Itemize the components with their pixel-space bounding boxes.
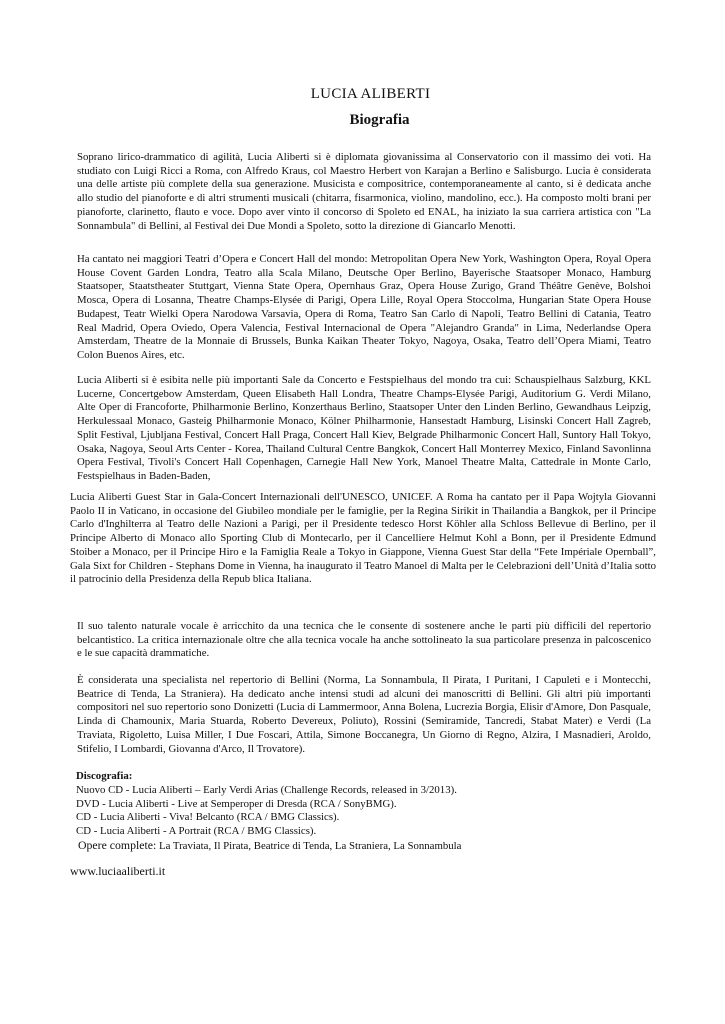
complete-operas-label: Opere complete:: [78, 837, 157, 852]
bio-paragraph-concert-halls: Lucia Aliberti si è esibita nelle più importanti Sale da Concerto e Festspielhaus del mondo tra cui: Schauspielhaus Salzburg, KKL Lucerne, Concertgebow Amsterdam, Queen Elisabeth Hall Londra, Theatre Champs-Elysée Parigi, Auditorium G. Verdi Milano, Alte Oper di Francoforte, Philharmonie Berlino, Konzerthaus Berlino, Staatsoper Unter den Linden Berlino, Gewandhaus Leipzig, Herkulessaal Monaco, Gasteig Philharmonie Monaco, Kölner Philharmonie, Hansestadt Hamburg, Lisinski Concert Hall Zagreb, Split Festival, Ljubljana Festival, Concert Hall Praga, Concert Hall Kiev, Belgrade Philharmonic Concert Hall, Suntory Hall Tokyo, Osaka, Nagoya, Seoul Arts Center - Korea, Thailand Cultural Centre Bangkok, Concert Hall Monterrey Mexico, Finland Savonlinna Opera Festival, Tivoli's Concert Hall Copenhagen, Carnegie Hall New York, Manoel Theatre Malta, Cattedrale in Monte Carlo, Festspielhaus in Baden-Baden,: [77, 374, 651, 482]
complete-operas-line: [78, 839, 656, 854]
bio-paragraph-theatres: Ha cantato nei maggiori Teatri d’Opera e Concert Hall del mondo: Metropolitan Opera New York, Washington Opera, Royal Opera House Covent Garden Londra, Teatro alla Scala Milano, Deutsche Oper Berlino, Bayerische Staatsoper Monaco, Hamburg Staatsoper, Staatstheater Stuttgart, Vienna State Opera, Opernhaus Graz, Opera House Zurigo, Grand Théâtre Genève, Bolshoi Mosca, Opera di Losanna, Theatre Champs-Elysée di Parigi, Opera Lille, Royal Opera Stoccolma, Hungarian State Opera House Budapest, Teatr Wielki Opera Narodowa Varsavia, Opera di Roma, Teatro San Carlo di Napoli, Teatro Bellini di Catania, Teatro Real Madrid, Opera Oviedo, Opera Valencia, Festival Internacional de Opera "Alejandro Granda" in Lima, Nederlandse Opera Amsterdam, Theatre de la Monnaie di Brussels, Bunka Kaikan Theater Tokyo, Nagoya, Osaka, Teatro dell’Opera Miami, Teatro Colon Buenos Aires, etc.: [77, 253, 651, 361]
discography-item: Nuovo CD - Lucia Aliberti – Early Verdi Arias (Challenge Records, released in 3/2013).: [76, 783, 457, 796]
discography-section: [76, 770, 656, 854]
discography-item: DVD - Lucia Aliberti - Live at Semperoper di Dresda (RCA / SonyBMG).: [76, 797, 397, 810]
section-heading: [0, 112, 725, 129]
bio-paragraph-guest-star: Lucia Aliberti Guest Star in Gala-Concert Internazionali dell'UNESCO, UNICEF. A Roma ha cantato per il Papa Wojtyla Giovanni Paolo II in Vaticano, in occasione del Giubileo mondiale per le famiglie, per la Regina Sirikit in Thailandia a Bangkok, per il Principe Carlo d'Inghilterra al Teatro delle Nazioni a Parigi, per il Presidente tedesco Horst Köhler alla Schloss Bellevue di Berlino, per il Principe Alberto di Monaco allo Sporting Club di Montecarlo, per il Cancelliere Helmut Kohl a Bonn, per il Presidente Edmund Stoiber a Monaco, per il Principe Hiro e la Famiglia Reale a Tokyo in Giappone, Vienna Guest Star della “Fete Impériale Opernball”, Gala Sixt for Children - Stephans Dome in Vienna, ha inaugurato il Teatro Manoel di Malta per le Celebrazioni dell’Unità d’Italia sotto il patrocinio della Presidenza della Repub blica Italiana.: [70, 491, 656, 586]
bio-paragraph-repertoire: È considerata una specialista nel repertorio di Bellini (Norma, La Sonnambula, Il Pirata, I Puritani, I Capuleti e i Montecchi, Beatrice di Tenda, La Straniera). Ha dedicato anche intensi studi ad alcuni dei manoscritti di Bellini. Gli altri più importanti compositori nel suo repertorio sono Donizetti (Lucia di Lammermoor, Anna Bolena, Lucrezia Borgia, Elisir d'Amore, Don Pasquale, Linda di Chamounix, Maria Stuarda, Roberto Devereux, Poliuto), Rossini (Semiramide, Tancredi, Stabat Mater) e Verdi (La Traviata, Rigoletto, Luisa Miller, I Due Foscari, Attila, Simone Boccanegra, Un Giorno di Regno, Alzira, I Masnadieri, Aroldo, Stifelio, I Lombardi, Giovanna d'Arco, Il Trovatore).: [77, 674, 651, 755]
discography-heading: Discografia:: [76, 770, 133, 782]
section-heading-text: Biografia: [349, 112, 410, 128]
website-link[interactable]: www.luciaaliberti.it: [70, 864, 166, 878]
bio-paragraph-intro: Soprano lirico-drammatico di agilità, Lucia Aliberti si è diplomata giovanissima al Conservatorio con il massimo dei voti. Ha studiato con Luigi Ricci a Roma, con Alfredo Kraus, col Maestro Herbert von Karajan a Berlino e Salisburgo. Lucia è considerata una delle artiste più complete della sua generazione. Musicista e compositrice, contemporaneamente al canto, si è dedicata anche allo studio del pianoforte e di altri strumenti musicali (chitarra, fisarmonica, violino, mandolino, ecc.). Ha composto molti brani per pianoforte, clarinetto, flauto e voce. Dopo aver vinto il concorso di Spoleto ed ENAL, ha iniziato la sua carriera artistica con "La Sonnambula" di Bellini, al Festival dei Due Mondi a Spoleto, sotto la direzione di Giancarlo Menotti.: [77, 151, 651, 232]
bio-paragraph-talent: Il suo talento naturale vocale è arricchito da una tecnica che le consente di sostenere anche le parti più difficili del repertorio belcantistico. La critica internazionale oltre che alla tecnica vocale ha anche sottolineato la sua particolare presenza in palcoscenico e le sue capacità drammatiche.: [77, 620, 651, 660]
discography-item: CD - Lucia Aliberti - A Portrait (RCA / BMG Classics).: [76, 825, 317, 838]
artist-name-heading: [0, 86, 725, 103]
artist-name-text: LUCIA ALIBERTI: [310, 86, 431, 102]
complete-operas-value: La Traviata, Il Pirata, Beatrice di Tenda, La Straniera, La Sonnambula: [158, 839, 462, 852]
discography-item: CD - Lucia Aliberti - Viva! Belcanto (RCA / BMG Classics).: [76, 811, 340, 824]
